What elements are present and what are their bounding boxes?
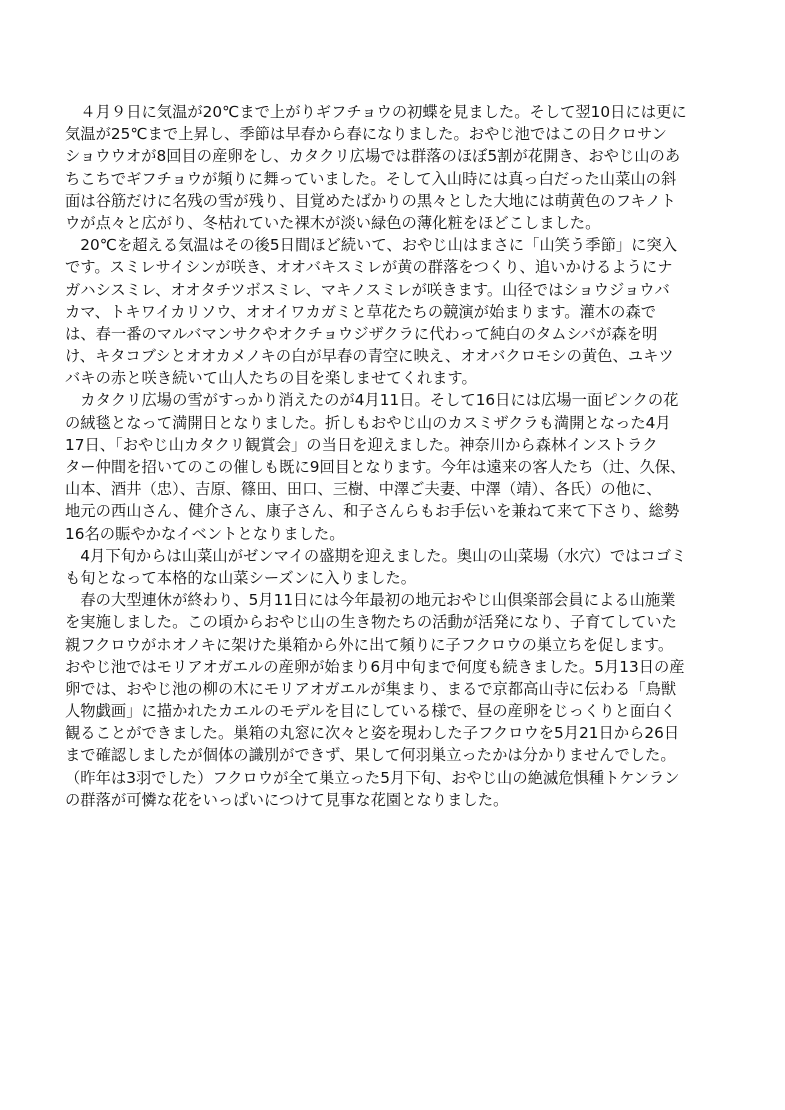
body-text: [65, 101, 725, 811]
text-line: け、キタコブシとオオカメノキの白が早春の青空に映え、オオバクロモシの黄色、ユキツ: [65, 347, 674, 366]
text-line: 16名の賑やかなイベントとなりました。: [65, 524, 345, 543]
text-line: カマ、トキワイカリソウ、オオイワカガミと草花たちの競演が始まります。灌木の森で: [65, 302, 657, 321]
text-line: 4月下旬からは山菜山がゼンマイの盛期を迎えました。奥山の山菜場（水穴）ではコゴミ: [65, 546, 687, 565]
text-line: ウが点々と広がり、冬枯れていた裸木が淡い緑色の薄化粧をほどこしました。: [65, 213, 601, 232]
text-line: バキの赤と咲き続いて山人たちの目を楽しませてくれます。: [65, 369, 477, 388]
text-line: は、春一番のマルバマンサクやオクチョウジザクラに代わって純白のタムシバが森を明: [65, 324, 658, 343]
text-line: 気温が25℃まで上昇し、季節は早春から春になりました。おやじ池ではこの日クロサン: [65, 125, 667, 144]
text-line: おやじ池ではモリアオガエルの産卵が始まり6月中旬まで何度も続きました。5月13日の産: [65, 657, 685, 676]
text-line: 春の大型連休が終わり、5月11日には今年最初の地元おやじ山倶楽部会員による山施業: [65, 591, 676, 610]
text-line: 観ることができました。巣箱の丸窓に次々と姿を現わした子フクロウを5月21日から26日: [65, 724, 680, 743]
text-line: まで確認しましたが個体の識別ができず、果して何羽巣立ったかは分かりませんでした。: [65, 746, 676, 765]
text-line: ４月９日に気温が20℃まで上がりギフチョウの初蝶を見ました。そして翌10日には更に: [65, 103, 687, 121]
text-line: ちこちでギフチョウが頻りに舞っていました。そして入山時には真っ白だった山菜山の斜: [65, 169, 677, 188]
text-line: 親フクロウがホオノキに架けた巣箱から外に出て頻りに子フクロウの巣立ちを促します。: [65, 635, 674, 654]
text-line: カタクリ広場の雪がすっかり消えたのが4月11日。そして16日には広場一面ピンクの花: [65, 391, 679, 410]
text-line: の絨毯となって満開日となりました。折しもおやじ山のカスミザクラも満開となった4月: [65, 413, 671, 432]
text-line: の群落が可憐な花をいっぱいにつけて見事な花園となりました。: [65, 790, 509, 809]
text-line: 山本、酒井（忠）、吉原、篠田、田口、三樹、中澤ご夫妻、中澤（靖）、各氏）の他に、: [65, 480, 662, 499]
text-line: 地元の西山さん、健介さん、康子さん、和子さんらもお手伝いを兼ねて来て下さり、総勢: [65, 502, 680, 521]
text-line: 人物戯画」に描かれたカエルのモデルを目にしている様で、昼の産卵をじっくりと面白く: [65, 702, 676, 721]
text-line: です。スミレサイシンが咲き、オオバキスミレが黄の群落をつくり、追いかけるようにナ: [65, 258, 673, 277]
text-line: ガハシスミレ、オオタチツボスミレ、マキノスミレが咲きます。山径ではショウジョウバ: [65, 280, 670, 299]
text-line: 卵では、おやじ池の柳の木にモリアオガエルが集まり、まるで京都高山寺に伝わる「鳥獣: [65, 679, 677, 698]
text-line: 面は谷筋だけに名残の雪が残り、目覚めたばかりの黒々とした大地には萌黄色のフキノト: [65, 191, 676, 210]
text-line: を実施しました。この頃からおやじ山の生き物たちの活動が活発になり、子育てしていた: [65, 613, 677, 632]
text-line: 20℃を超える気温はその後5日間ほど続いて、おやじ山はまさに「山笑う季節」に突入: [65, 236, 678, 255]
text-line: ター仲間を招いてのこの催しも既に9回目となります。今年は遠来の客人たち（辻、久保、: [65, 458, 686, 476]
text-line: も旬となって本格的な山菜シーズンに入りました。: [65, 568, 417, 587]
text-line: （昨年は3羽でした）フクロウが全て巣立った5月下旬、おやじ山の絶滅危惧種トケンラン: [65, 768, 680, 787]
text-line: ショウウオが8回目の産卵をし、カタクリ広場では群落のほぼ5割が花開き、おやじ山のあ: [65, 147, 681, 166]
text-line: 17日、「おやじ山カタクリ観賞会」の当日を迎えました。神奈川から森林インストラク: [65, 435, 658, 454]
